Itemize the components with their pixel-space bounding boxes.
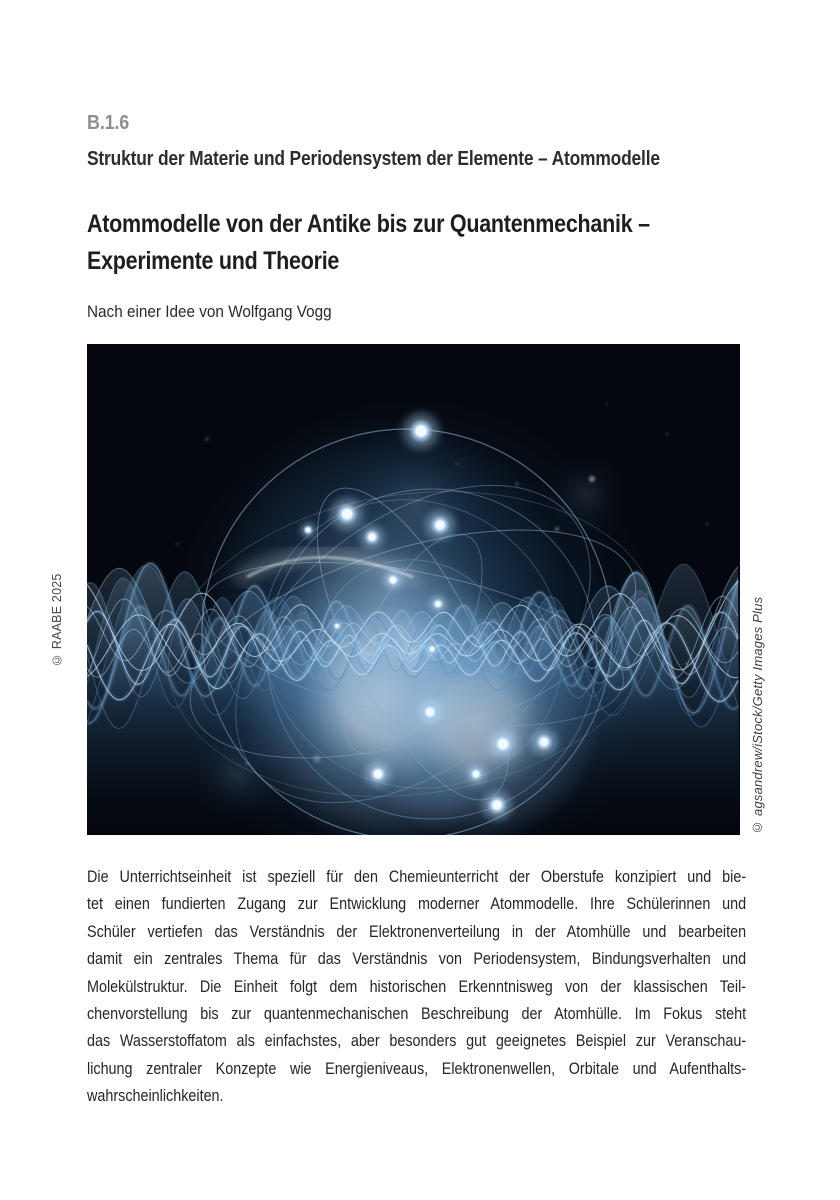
paragraph-line: Schüler vertiefen das Verständnis der Elektronenverteilung in der Atomhülle und bearbeiten <box>87 921 747 941</box>
atom-illustration-svg <box>87 344 740 835</box>
publisher-copyright: © RAABE 2025 <box>50 573 64 668</box>
paragraph-line: Die Unterrichtseinheit ist speziell für den Chemieunterricht der Oberstufe konzipiert und bie- <box>87 867 747 886</box>
paragraph-line: das Wasserstoffatom als einfachstes, aber besonders gut geeignetes Beispiel zur Veranschau- <box>87 1031 747 1051</box>
atom-illustration <box>87 344 740 835</box>
page-title <box>87 206 741 280</box>
page-title-line-2: Experimente und Theorie <box>87 247 340 275</box>
paragraph-line: lichung zentraler Konzepte wie Energieniveaus, Elektronenwellen, Orbitale und Aufenthalts- <box>87 1058 747 1078</box>
paragraph-line: tet einen fundierten Zugang zur Entwicklung moderner Atommodelle. Ihre Schülerinnen und <box>87 894 747 914</box>
byline: Nach einer Idee von Wolfgang Vogg <box>87 302 332 321</box>
paragraph-line: Molekülstruktur. Die Einheit folgt dem historischen Erkenntnisweg von der klassischen Teil- <box>87 976 747 996</box>
paragraph-line: chenvorstellung bis zur quantenmechanischen Beschreibung der Atomhülle. Im Fokus steht <box>87 1003 747 1023</box>
intro-paragraph <box>87 863 746 1110</box>
page-title-line-1: Atommodelle von der Antike bis zur Quantenmechanik – <box>87 210 650 238</box>
unit-code: B.1.6 <box>87 112 130 134</box>
paragraph-line: damit ein zentrales Thema für das Verständnis von Periodensystem, Bindungsverhalten und <box>87 949 747 969</box>
image-credit: © agsandrew/iStock/Getty Images Plus <box>750 596 765 835</box>
series-heading: Struktur der Materie und Periodensystem der Elemente – Atommodelle <box>87 148 660 170</box>
paragraph-line: wahrscheinlichkeiten. <box>87 1086 224 1106</box>
